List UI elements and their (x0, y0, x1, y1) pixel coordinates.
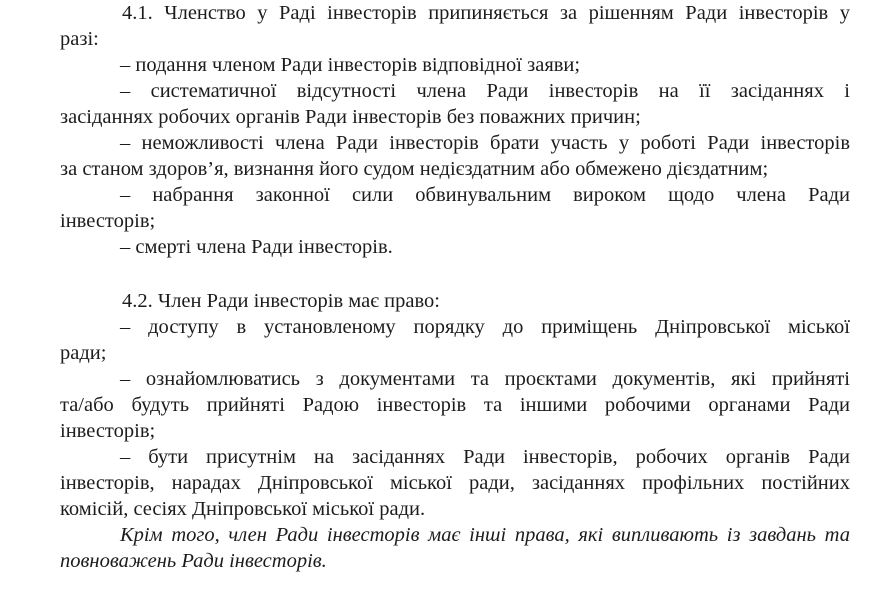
paragraph-line: інвесторів; (60, 420, 156, 442)
list-item: – неможливості члена Ради інвесторів брати участь у роботі Ради інвесторів (120, 132, 850, 154)
paragraph-line: комісій, сесіях Дніпровської міської ради. (60, 498, 426, 520)
list-item: – ознайомлюватись з документами та проєктами документів, які прийняті (120, 368, 850, 390)
paragraph-line: інвесторів, нарадах Дніпровської міської ради, засіданнях профільних постійних (60, 472, 850, 494)
document-page (60, 0, 850, 574)
paragraph-line: засіданнях робочих органів Ради інвесторів без поважних причин; (60, 106, 641, 128)
list-item: – систематичної відсутності члена Ради інвесторів на її засіданнях і (120, 80, 850, 102)
list-item: – подання членом Ради інвесторів відповідної заяви; (120, 54, 581, 76)
paragraph-line: та/або будуть прийняті Радою інвесторів та іншими робочими органами Ради (60, 394, 850, 416)
section-4-1 (60, 0, 850, 260)
paragraph-line: разі: (60, 28, 99, 50)
paragraph-line: повноважень Ради інвесторів. (60, 550, 327, 572)
section-4-2 (60, 288, 850, 574)
paragraph-line: 4.2. Член Ради інвесторів має право: (122, 290, 440, 312)
paragraph-line: Крім того, член Ради інвесторів має інші права, які випливають із завдань та (120, 524, 850, 546)
list-item: – набрання законної сили обвинувальним вироком щодо члена Ради (120, 184, 850, 206)
paragraph-line: 4.1. Членство у Раді інвесторів припиняється за рішенням Ради інвесторів у (122, 2, 850, 24)
paragraph-line: за станом здоров’я, визнання його судом недієздатним або обмежено дієздатним; (60, 158, 769, 180)
section-spacer (60, 260, 850, 288)
list-item: – доступу в установленому порядку до приміщень Дніпровської міської (120, 316, 850, 338)
paragraph-line: ради; (60, 342, 107, 364)
list-item: – смерті члена Ради інвесторів. (120, 236, 393, 258)
list-item: – бути присутнім на засіданнях Ради інвесторів, робочих органів Ради (120, 446, 850, 468)
paragraph-line: інвесторів; (60, 210, 156, 232)
